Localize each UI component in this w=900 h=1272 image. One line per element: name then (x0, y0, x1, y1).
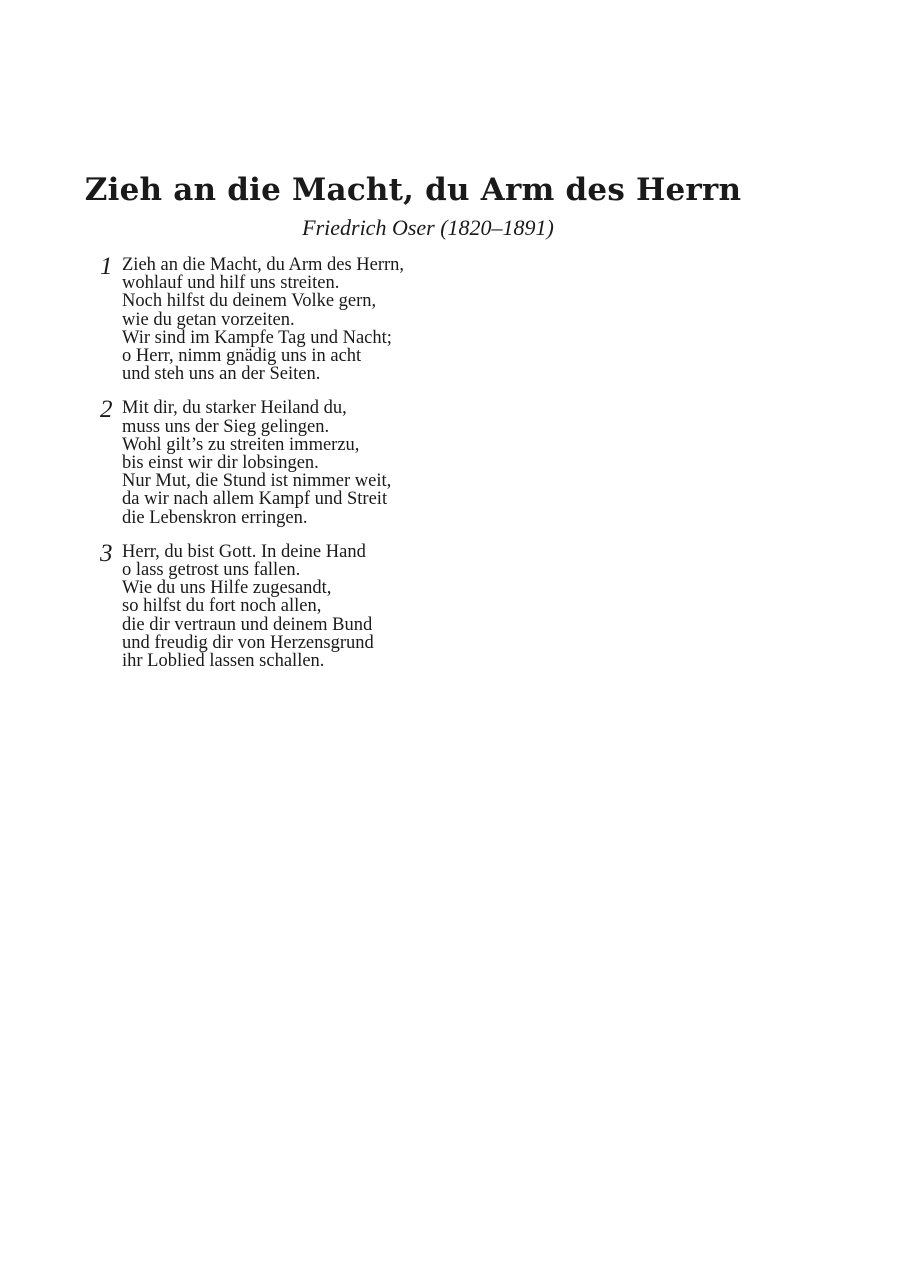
verse-line: o Herr, nimm gnädig uns in acht (122, 346, 362, 367)
verse-line: Nur Mut, die Stund ist nimmer weit, (122, 471, 392, 492)
verse-line: Wie du uns Hilfe zugesandt, (122, 578, 332, 599)
verse-number: 2 (100, 396, 113, 424)
verse-line: Wohl gilt’s zu streiten immerzu, (122, 434, 360, 455)
verse-line: die dir vertraun und deinem Bund (122, 614, 373, 635)
verse-line: Mit dir, du starker Heiland du, (122, 398, 347, 419)
verse-3 (98, 539, 598, 672)
verse-line: da wir nach allem Kampf und Streit (122, 489, 388, 510)
verse-line: Herr, du bist Gott. In deine Hand (122, 541, 366, 562)
verse-line: und steh uns an der Seiten. (122, 364, 321, 385)
verse-line: Noch hilfst du deinem Volke gern, (122, 291, 377, 312)
verse-line: so hilfst du fort noch allen, (122, 596, 322, 617)
verse-number: 1 (100, 253, 113, 280)
verse-line: wie du getan vorzeiten. (122, 309, 295, 330)
verse-list (98, 253, 598, 686)
verse-line: ihr Loblied lassen schallen. (122, 651, 325, 672)
verse-line: Zieh an die Macht, du Arm des Herrn, (122, 255, 405, 275)
verse-line: Wir sind im Kampfe Tag und Nacht; (122, 327, 392, 348)
verse-line: und freudig dir von Herzensgrund (122, 632, 374, 653)
hymn-title: Zieh an die Macht, du Arm des Herrn (84, 172, 742, 208)
verse-line: muss uns der Sieg gelingen. (122, 416, 330, 437)
verse-line: die Lebenskron erringen. (122, 507, 308, 528)
hymn-author: Friedrich Oser (1820–1891) (302, 215, 554, 240)
verse-line: o lass getrost uns fallen. (122, 560, 301, 581)
verse-number: 3 (100, 539, 113, 567)
verse-1 (98, 253, 598, 385)
verse-line: wohlauf und hilf uns streiten. (122, 273, 340, 294)
verse-2 (98, 396, 598, 528)
verse-line: bis einst wir dir lobsingen. (122, 453, 319, 474)
